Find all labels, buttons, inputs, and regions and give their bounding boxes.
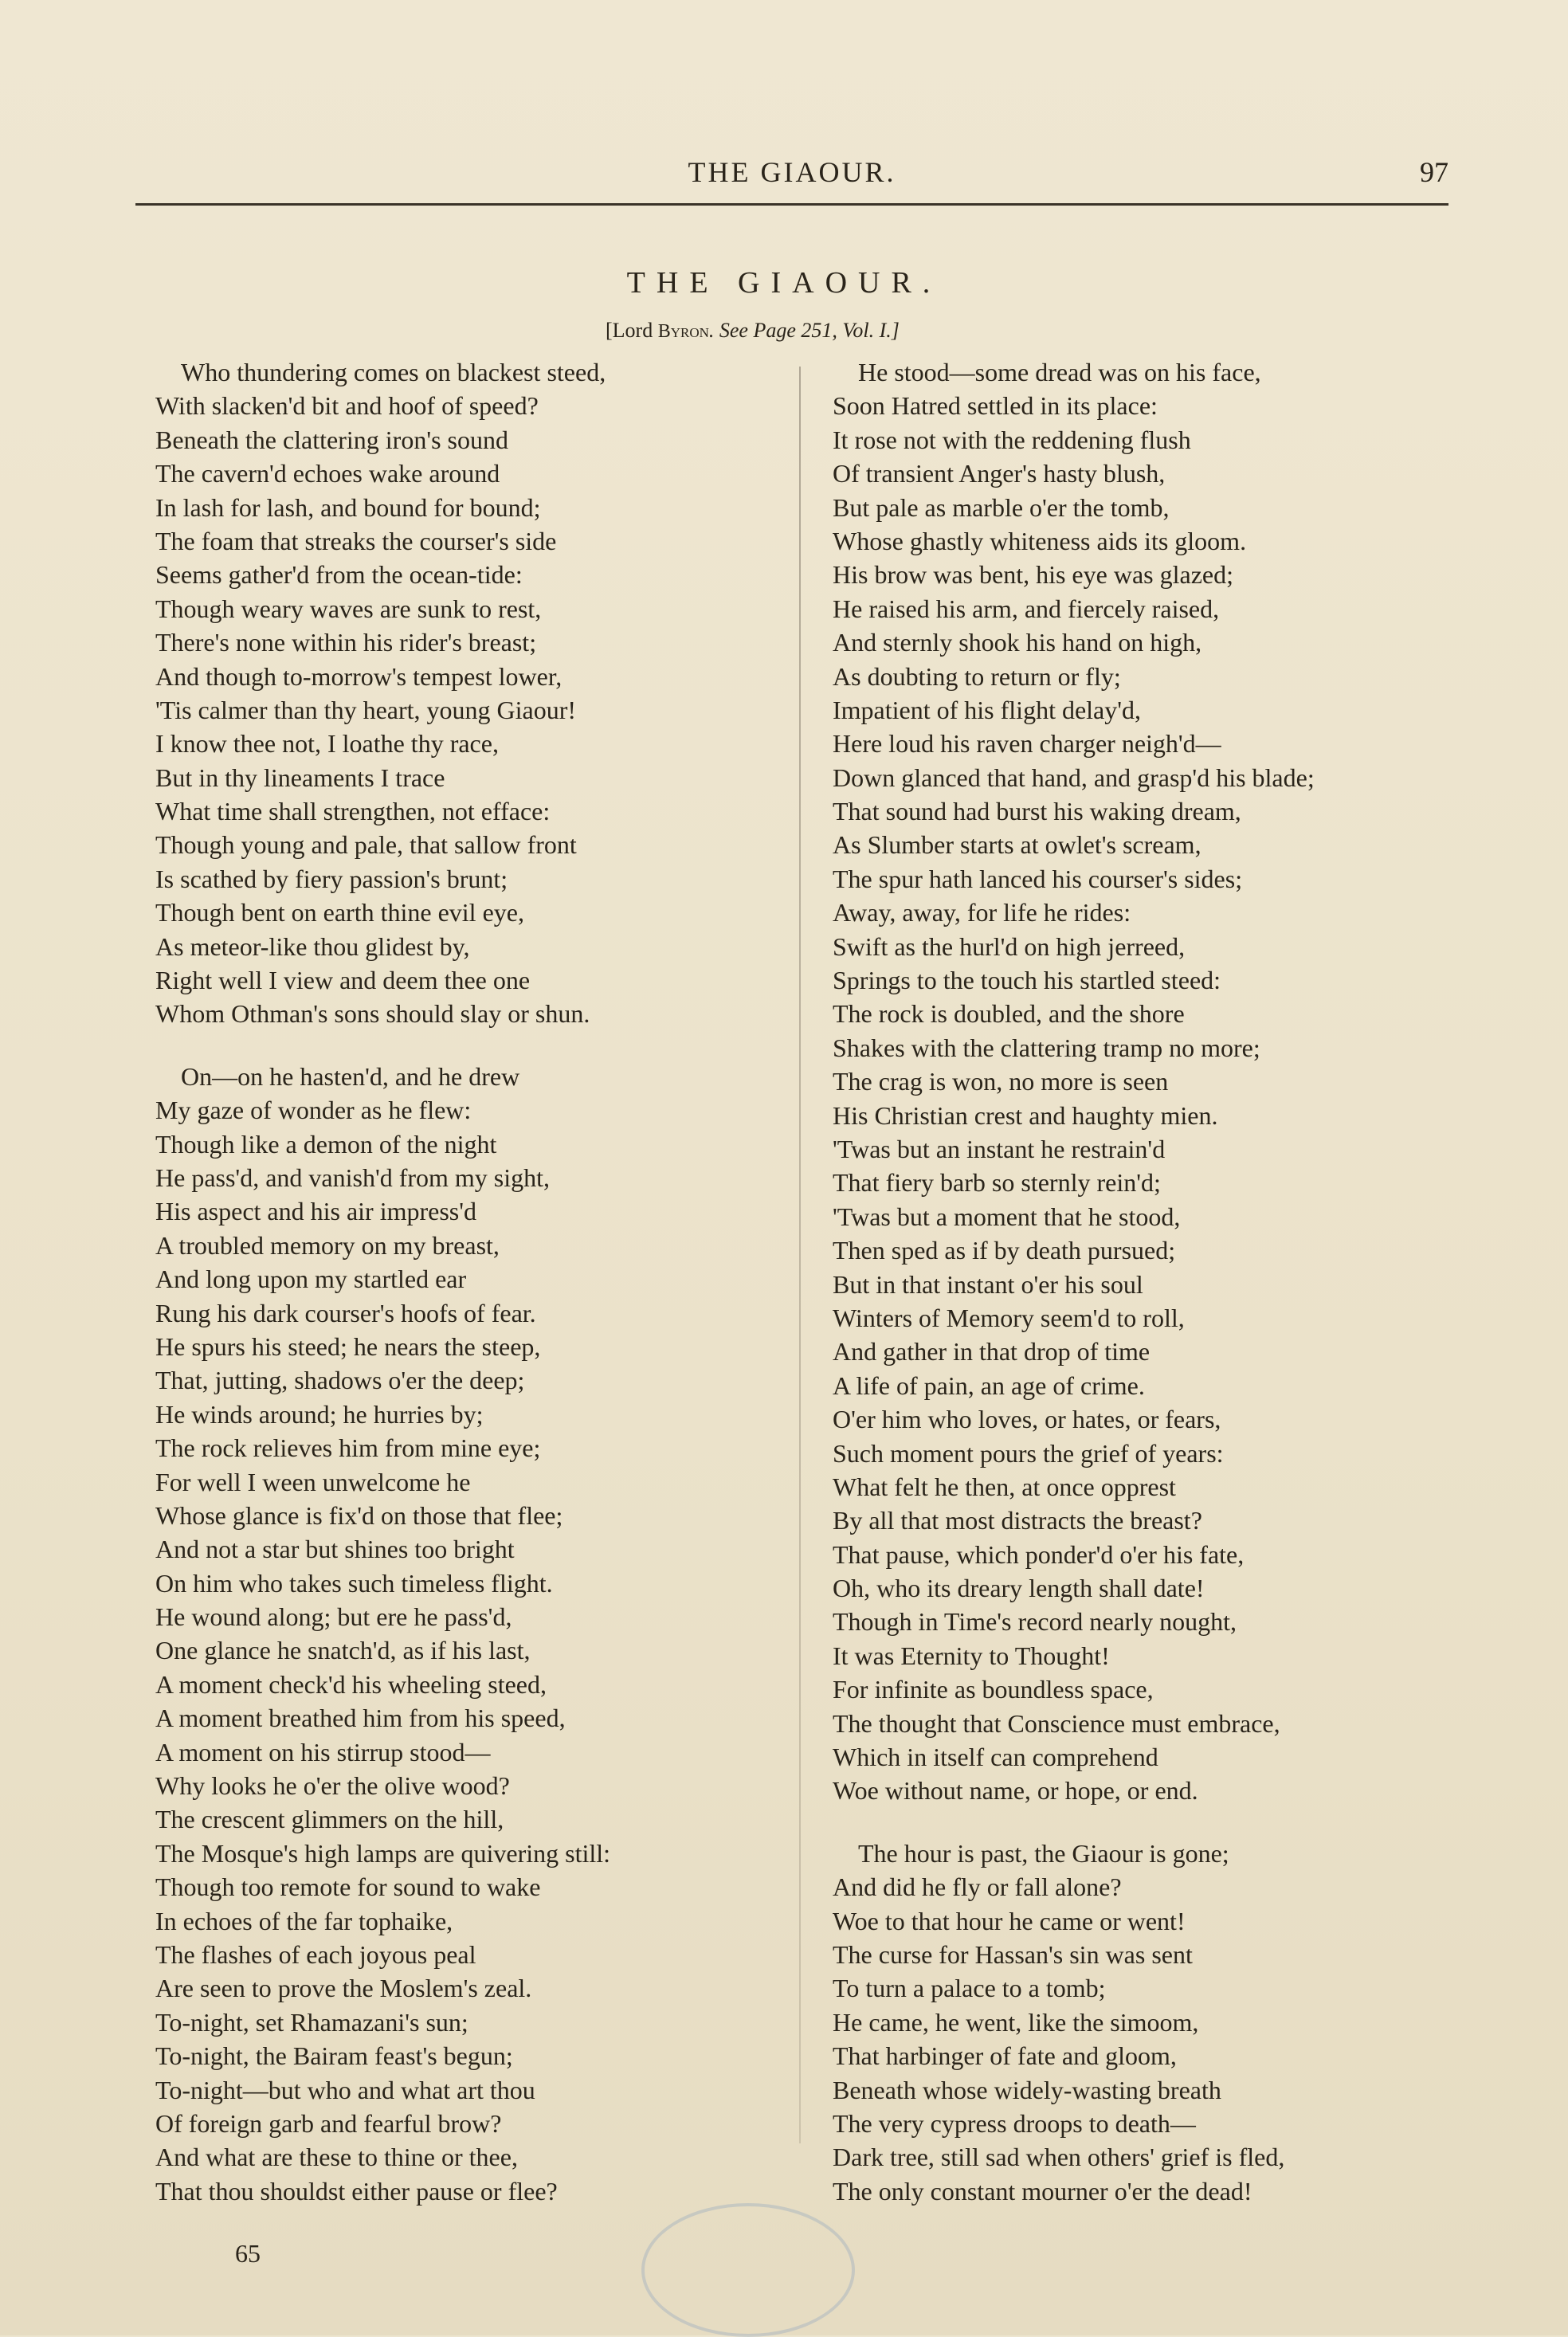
verse-line: Are seen to prove the Moslem's zeal.	[155, 1974, 532, 2003]
verse-line: My gaze of wonder as he flew:	[155, 1096, 472, 1125]
verse-line: And though to-morrow's tempest lower,	[155, 661, 563, 691]
verse-line: Why looks he o'er the olive wood?	[155, 1771, 510, 1801]
verse-line: The very cypress droops to death—	[833, 2108, 1196, 2138]
verse-line: Impatient of his flight delay'd,	[833, 695, 1142, 724]
verse-line: And sternly shook his hand on high,	[833, 628, 1202, 657]
verse-line: To-night, set Rhamazani's sun;	[155, 2007, 468, 2037]
verse-line: That harbinger of fate and gloom,	[833, 2041, 1177, 2071]
verse-line: And did he fly or fall alone?	[833, 1872, 1122, 1902]
verse-line: Such moment pours the grief of years:	[833, 1438, 1224, 1468]
verse-line: Of transient Anger's hasty blush,	[833, 459, 1166, 488]
attribution-reference: . See Page 251, Vol. I.]	[708, 319, 900, 342]
verse-line: That pause, which ponder'd o'er his fate,	[833, 1539, 1245, 1569]
verse-line: The crag is won, no more is seen	[833, 1067, 1169, 1096]
verse-line: To-night—but who and what art thou	[155, 2075, 535, 2104]
verse-line: It rose not with the reddening flush	[833, 425, 1191, 454]
verse-line: Oh, who its dreary length shall date!	[833, 1574, 1205, 1603]
verse-line: Though young and pale, that sallow front	[155, 830, 577, 860]
left-column	[155, 355, 809, 2208]
verse-line: And gather in that drop of time	[833, 1337, 1151, 1367]
stanza-gap	[155, 1031, 809, 1060]
verse-line: Though bent on earth thine evil eye,	[155, 898, 524, 927]
verse-line: A moment check'd his wheeling steed,	[155, 1669, 547, 1699]
verse-line: In lash for lash, and bound for bound;	[155, 492, 541, 522]
verse-line: As Slumber starts at owlet's scream,	[833, 830, 1201, 860]
verse-line: Though weary waves are sunk to rest,	[155, 594, 542, 623]
verse-line: The rock is doubled, and the shore	[833, 999, 1185, 1029]
stanza-gap	[833, 1808, 1486, 1837]
verse-line: The spur hath lanced his courser's sides;	[833, 864, 1243, 893]
verse-line: The hour is past, the Giaour is gone;	[858, 1838, 1229, 1868]
verse-line: Away, away, for life he rides:	[833, 898, 1131, 927]
verse-line: With slacken'd bit and hoof of speed?	[155, 391, 539, 421]
verse-line: 'Twas but a moment that he stood,	[833, 1202, 1181, 1231]
verse-line: He pass'd, and vanish'd from my sight,	[155, 1163, 551, 1192]
verse-line: That sound had burst his waking dream,	[833, 797, 1241, 826]
verse-line: As meteor-like thou glidest by,	[155, 931, 470, 961]
poem-title: THE GIAOUR.	[626, 266, 942, 300]
verse-line: Rung his dark courser's hoofs of fear.	[155, 1298, 536, 1327]
verse-line: The cavern'd echoes wake around	[155, 459, 500, 488]
attribution-author: Byron	[657, 321, 709, 342]
verse-line: And long upon my startled ear	[155, 1265, 467, 1294]
running-head	[135, 155, 1448, 206]
verse-line: Then sped as if by death pursued;	[833, 1236, 1176, 1265]
verse-line: That, jutting, shadows o'er the deep;	[155, 1366, 525, 1395]
verse-line: He came, he went, like the simoom,	[833, 2007, 1199, 2037]
verse-line: There's none within his rider's breast;	[155, 628, 537, 657]
verse-line: He spurs his steed; he nears the steep,	[155, 1331, 541, 1361]
verse-line: Though in Time's record nearly nought,	[833, 1607, 1237, 1637]
verse-line: He winds around; he hurries by;	[155, 1399, 484, 1429]
verse-line: For well I ween unwelcome he	[155, 1467, 471, 1496]
verse-line: A moment breathed him from his speed,	[155, 1704, 566, 1733]
verse-line: The crescent glimmers on the hill,	[155, 1805, 504, 1834]
verse-line: Here loud his raven charger neigh'd—	[833, 729, 1221, 759]
verse-line: A moment on his stirrup stood—	[155, 1737, 491, 1766]
verse-line: Though like a demon of the night	[155, 1129, 497, 1159]
page-number: 97	[1420, 156, 1448, 188]
verse-line: A life of pain, an age of crime.	[833, 1370, 1145, 1400]
verse-line: Which in itself can comprehend	[833, 1743, 1158, 1772]
verse-line: His brow was bent, his eye was glazed;	[833, 560, 1233, 590]
verse-line: Shakes with the clattering tramp no more;	[833, 1033, 1260, 1062]
verse-line: His Christian crest and haughty mien.	[833, 1100, 1218, 1130]
verse-line: Woe to that hour he came or went!	[833, 1906, 1186, 1935]
verse-line: He raised his arm, and fiercely raised,	[833, 594, 1220, 623]
verse-line: Who thundering comes on blackest steed,	[181, 358, 606, 386]
verse-line: By all that most distracts the breast?	[833, 1506, 1202, 1535]
verse-line: Seems gather'd from the ocean-tide:	[155, 560, 523, 590]
attribution-open: [Lord	[606, 319, 658, 342]
verse-line: That thou shouldst either pause or flee?	[155, 2176, 558, 2206]
verse-line: It was Eternity to Thought!	[833, 1641, 1110, 1670]
verse-line: The foam that streaks the courser's side	[155, 526, 557, 555]
attribution	[606, 319, 900, 343]
signature-mark: 65	[235, 2239, 261, 2268]
verse-line: But pale as marble o'er the tomb,	[833, 492, 1170, 522]
verse-line: What felt he then, at once opprest	[833, 1472, 1176, 1501]
verse-line: Whose ghastly whiteness aids its gloom.	[833, 526, 1247, 555]
verse-line: Is scathed by fiery passion's brunt;	[155, 864, 508, 893]
verse-line: The rock relieves him from mine eye;	[155, 1433, 541, 1463]
verse-line: Springs to the touch his startled steed:	[833, 966, 1221, 995]
verse-line: And what are these to thine or thee,	[155, 2143, 518, 2172]
verse-line: Dark tree, still sad when others' grief is fled,	[833, 2143, 1285, 2172]
verse-line: On—on he hasten'd, and he drew	[181, 1061, 520, 1091]
verse-line: He wound along; but ere he pass'd,	[155, 1602, 512, 1632]
verse-line: That fiery barb so sternly rein'd;	[833, 1168, 1161, 1198]
verse-line: Soon Hatred settled in its place:	[833, 391, 1158, 421]
verse-line: Winters of Memory seem'd to roll,	[833, 1303, 1185, 1332]
verse-line: What time shall strengthen, not efface:	[155, 797, 551, 826]
verse-line: The Mosque's high lamps are quivering still:	[155, 1838, 611, 1868]
verse-line: The only constant mourner o'er the dead!	[833, 2176, 1252, 2206]
verse-line: But in that instant o'er his soul	[833, 1269, 1143, 1299]
verse-line: The curse for Hassan's sin was sent	[833, 1939, 1193, 1969]
verse-line: Beneath the clattering iron's sound	[155, 425, 508, 454]
column-divider	[799, 367, 801, 2143]
verse-line: For infinite as boundless space,	[833, 1675, 1154, 1704]
verse-line: In echoes of the far tophaike,	[155, 1906, 453, 1935]
verse-line: 'Tis calmer than thy heart, young Giaour!	[155, 695, 577, 724]
verse-line: The flashes of each joyous peal	[155, 1939, 476, 1969]
verse-line: To turn a palace to a tomb;	[833, 1974, 1106, 2003]
library-stamp-icon	[641, 2203, 855, 2337]
verse-line: On him who takes such timeless flight.	[155, 1568, 553, 1598]
verse-line: He stood—some dread was on his face,	[858, 358, 1261, 386]
verse-line: His aspect and his air impress'd	[155, 1197, 477, 1226]
verse-line: Of foreign garb and fearful brow?	[155, 2108, 502, 2138]
verse-line: Though too remote for sound to wake	[155, 1872, 541, 1902]
verse-line: I know thee not, I loathe thy race,	[155, 729, 499, 759]
verse-line: And not a star but shines too bright	[155, 1535, 515, 1564]
verse-line: 'Twas but an instant he restrain'd	[833, 1134, 1166, 1163]
verse-line: Down glanced that hand, and grasp'd his blade;	[833, 763, 1315, 792]
verse-line: The thought that Conscience must embrace,	[833, 1708, 1280, 1738]
verse-line: As doubting to return or fly;	[833, 661, 1121, 691]
verse-line: But in thy lineaments I trace	[155, 763, 445, 792]
running-title: THE GIAOUR.	[688, 156, 896, 188]
verse-line: Swift as the hurl'd on high jerreed,	[833, 931, 1186, 961]
verse-line: Right well I view and deem thee one	[155, 966, 531, 995]
right-column	[833, 355, 1486, 2208]
verse-line: Beneath whose widely-wasting breath	[833, 2075, 1221, 2104]
verse-line: One glance he snatch'd, as if his last,	[155, 1636, 531, 1665]
verse-line: A troubled memory on my breast,	[155, 1230, 500, 1260]
verse-line: Woe without name, or hope, or end.	[833, 1776, 1198, 1806]
verse-line: Whose glance is fix'd on those that flee;	[155, 1500, 563, 1530]
verse-line: To-night, the Bairam feast's begun;	[155, 2041, 513, 2071]
verse-line: O'er him who loves, or hates, or fears,	[833, 1405, 1221, 1434]
verse-line: Whom Othman's sons should slay or shun.	[155, 999, 590, 1029]
